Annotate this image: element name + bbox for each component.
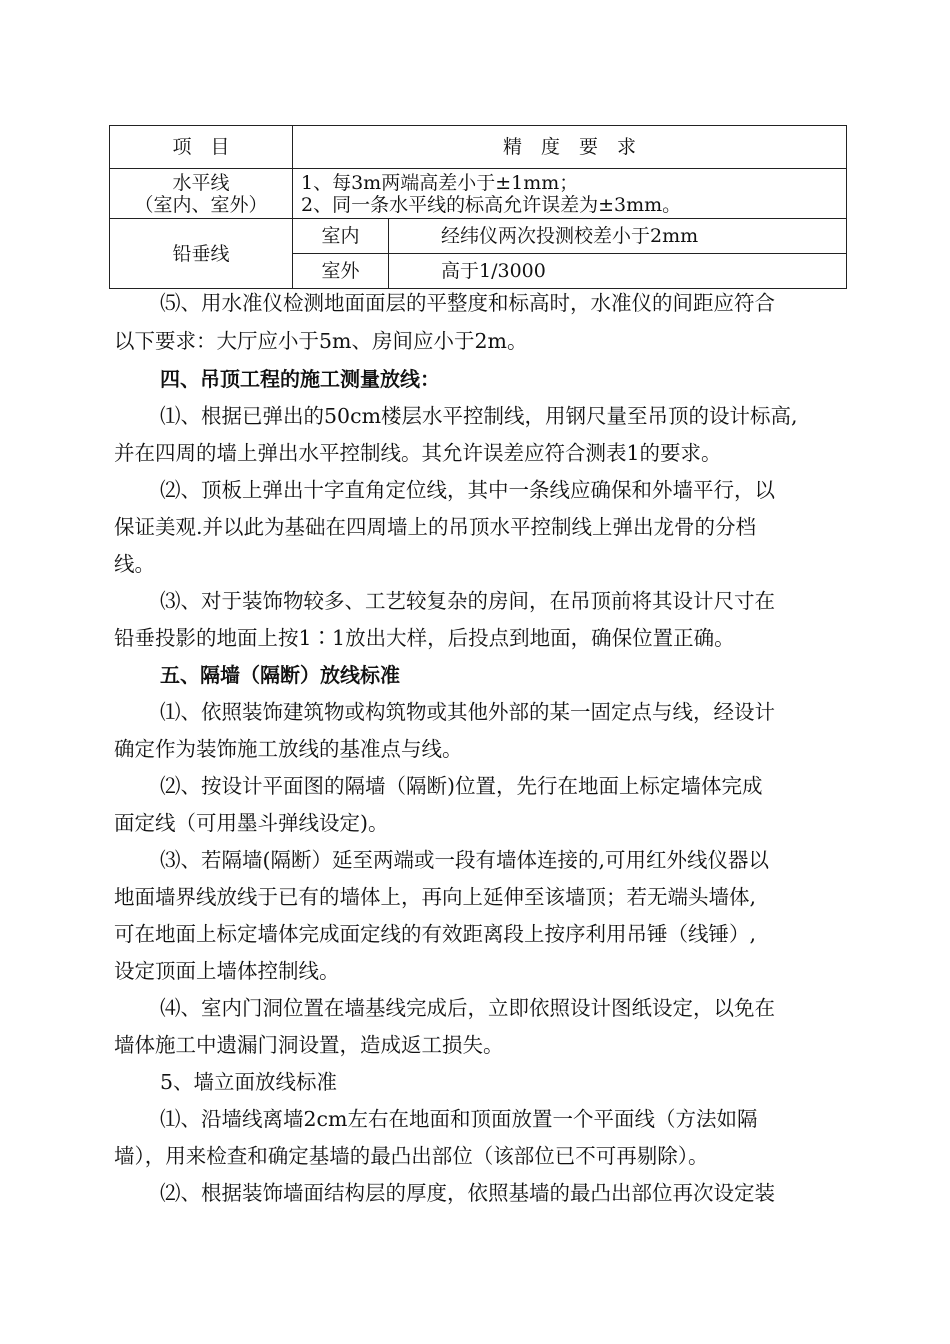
paragraph-line: ⑵、根据装饰墙面结构层的厚度，依照基墙的最凸出部位再次设定装 bbox=[160, 1181, 775, 1205]
horizontal-label bbox=[110, 169, 293, 219]
paragraph-line: 确定作为装饰施工放线的基准点与线。 bbox=[114, 737, 463, 761]
paragraph-line: ⑶、对于装饰物较多、工艺较复杂的房间，在吊顶前将其设计尺寸在 bbox=[160, 589, 775, 613]
paragraph-line: 地面墙界线放线于已有的墙体上，再向上延伸至该墙顶；若无端头墙体, bbox=[114, 885, 757, 909]
paragraph-line: ⑴、沿墙线离墙2cm左右在地面和顶面放置一个平面线（方法如隔 bbox=[160, 1107, 758, 1131]
paragraph-line: 线。 bbox=[114, 552, 155, 576]
indoor-value: 经纬仪两次投测校差小于2mm bbox=[389, 219, 847, 254]
section-heading: 四、吊顶工程的施工测量放线： bbox=[160, 367, 440, 391]
section-heading: 5、墙立面放线标准 bbox=[160, 1070, 338, 1094]
precision-table bbox=[109, 125, 847, 289]
table-row-horizontal bbox=[110, 169, 847, 219]
paragraph-line: 墙体施工中遗漏门洞设置，造成返工损失。 bbox=[114, 1033, 504, 1057]
paragraph-line: 面定线（可用墨斗弹线设定)。 bbox=[114, 811, 389, 835]
paragraph-line: 保证美观.并以此为基础在四周墙上的吊顶水平控制线上弹出龙骨的分档 bbox=[114, 515, 757, 539]
horizontal-label-line2: （室内、室外） bbox=[134, 193, 268, 216]
section-heading: 五、隔墙（隔断）放线标准 bbox=[160, 663, 400, 687]
paragraph-line: 并在四周的墙上弹出水平控制线。其允许误差应符合测表1的要求。 bbox=[114, 441, 722, 465]
paragraph-line: ⑵、按设计平面图的隔墙（隔断)位置，先行在地面上标定墙体完成 bbox=[160, 774, 763, 798]
horizontal-req-line1: 1、每3m两端高差小于±1mm； bbox=[301, 171, 579, 194]
outdoor-label: 室外 bbox=[293, 254, 389, 289]
paragraph-line: 可在地面上标定墙体完成面定线的有效距离段上按序利用吊锤（线锤）, bbox=[114, 922, 757, 946]
paragraph-line: 铅垂投影的地面上按1∶1放出大样，后投点到地面，确保位置正确。 bbox=[114, 626, 735, 650]
header-requirement: 精 度 要 求 bbox=[293, 126, 847, 169]
indoor-label: 室内 bbox=[293, 219, 389, 254]
horizontal-req-line2: 2、同一条水平线的标高允许误差为±3mm。 bbox=[301, 193, 682, 216]
paragraph-line: ⑸、用水准仪检测地面面层的平整度和标高时，水准仪的间距应符合 bbox=[160, 291, 775, 315]
paragraph-line: ⑵、顶板上弹出十字直角定位线，其中一条线应确保和外墙平行，以 bbox=[160, 478, 775, 502]
table-row-vertical-indoor bbox=[110, 219, 847, 254]
paragraph-line: 以下要求：大厅应小于5m、房间应小于2m。 bbox=[114, 329, 528, 353]
horizontal-requirement bbox=[293, 169, 847, 219]
outdoor-value: 高于1/3000 bbox=[389, 254, 847, 289]
paragraph-line: 设定顶面上墙体控制线。 bbox=[114, 959, 340, 983]
paragraph-line: ⑴、根据已弹出的50cm楼层水平控制线，用钢尺量至吊顶的设计标高, bbox=[160, 404, 798, 428]
horizontal-label-line1: 水平线 bbox=[172, 171, 230, 194]
paragraph-line: ⑶、若隔墙(隔断）延至两端或一段有墙体连接的,可用红外线仪器以 bbox=[160, 848, 770, 872]
table-header-row bbox=[110, 126, 847, 169]
paragraph-line: ⑷、室内门洞位置在墙基线完成后，立即依照设计图纸设定，以免在 bbox=[160, 996, 775, 1020]
paragraph-line: 墙），用来检查和确定基墙的最凸出部位（该部位已不可再剔除）。 bbox=[114, 1144, 709, 1168]
paragraph-line: ⑴、依照装饰建筑物或构筑物或其他外部的某一固定点与线，经设计 bbox=[160, 700, 775, 724]
vertical-label: 铅垂线 bbox=[110, 219, 293, 289]
header-item: 项 目 bbox=[110, 126, 293, 169]
